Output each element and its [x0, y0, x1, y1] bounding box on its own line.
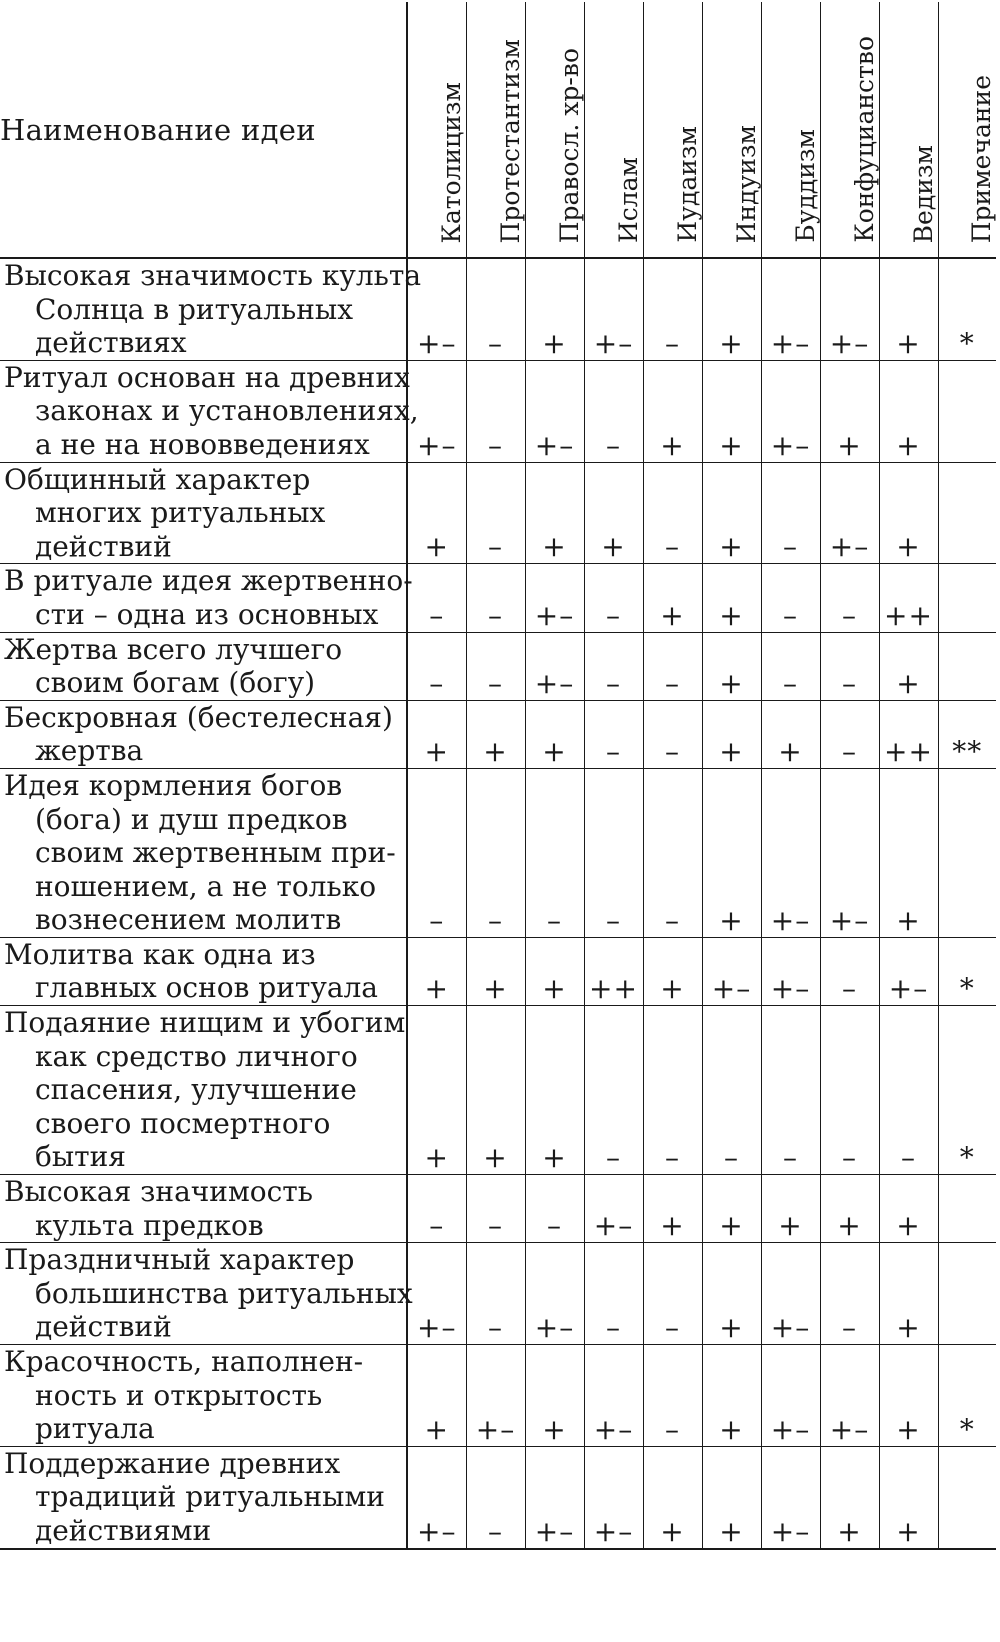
mark-cell: + — [879, 632, 938, 700]
mark-cell: +– — [525, 564, 584, 632]
idea-name-line: Общинный характер — [4, 462, 311, 496]
table-row — [0, 937, 996, 1005]
column-header-buddhism — [761, 2, 820, 258]
mark-cell: – — [820, 1243, 879, 1345]
mark-cell: + — [702, 462, 761, 564]
mark-cell: +– — [584, 1175, 643, 1243]
mark-cell: + — [525, 937, 584, 1005]
idea-name-line: Высокая значимость культа — [4, 259, 422, 292]
table-row — [0, 462, 996, 564]
table-row — [0, 258, 996, 360]
mark-cell: – — [466, 632, 525, 700]
idea-name-line: спасения, улучшение — [35, 1073, 357, 1107]
idea-name-line: своим жертвенным при- — [35, 836, 396, 870]
mark-cell: + — [643, 1175, 702, 1243]
column-header-hinduism — [702, 2, 761, 258]
mark-cell: + — [702, 360, 761, 462]
mark-cell — [938, 1175, 996, 1243]
mark-cell: – — [761, 564, 820, 632]
mark-cell: + — [466, 700, 525, 768]
mark-cell: – — [643, 1006, 702, 1175]
mark-cell: +– — [407, 1446, 466, 1548]
column-header-label: Ведизм — [908, 144, 938, 243]
mark-cell: +– — [820, 462, 879, 564]
mark-cell: +– — [525, 1446, 584, 1548]
mark-cell: – — [407, 1175, 466, 1243]
mark-cell: – — [525, 1175, 584, 1243]
table-row — [0, 1006, 996, 1175]
mark-cell — [938, 1243, 996, 1345]
mark-cell: – — [407, 768, 466, 937]
mark-cell: +– — [761, 1345, 820, 1447]
mark-cell: + — [407, 1006, 466, 1175]
idea-name-cell — [0, 1006, 407, 1175]
idea-name-line: ношением, а не только — [35, 869, 377, 903]
mark-cell: + — [879, 462, 938, 564]
mark-cell: – — [584, 360, 643, 462]
mark-cell: +– — [584, 258, 643, 360]
mark-cell: – — [820, 632, 879, 700]
idea-name-line: Идея кормления богов — [4, 768, 343, 802]
mark-cell: – — [466, 360, 525, 462]
mark-cell: +– — [525, 632, 584, 700]
idea-name-line: Солнца в ритуальных — [35, 292, 354, 326]
mark-cell: + — [702, 1243, 761, 1345]
idea-name-line: Молитва как одна из — [4, 937, 316, 971]
idea-name-line: Красочность, наполнен- — [4, 1345, 364, 1378]
mark-cell: +– — [820, 768, 879, 937]
mark-cell: + — [820, 360, 879, 462]
idea-name-line: Подаяние нищим и убогим — [4, 1006, 406, 1040]
mark-cell: + — [702, 1345, 761, 1447]
mark-cell: – — [466, 1175, 525, 1243]
column-header-protestantism — [466, 2, 525, 258]
idea-name-cell — [0, 360, 419, 462]
idea-name-line: В ритуале идея жертвенно- — [4, 564, 413, 598]
idea-name-line: законах и установлениях, — [35, 394, 419, 428]
idea-name-line: традиций ритуальными — [35, 1480, 385, 1514]
idea-name-cell — [0, 564, 413, 632]
mark-cell: +– — [879, 937, 938, 1005]
mark-cell: + — [584, 462, 643, 564]
mark-cell: + — [761, 700, 820, 768]
mark-cell: – — [643, 700, 702, 768]
mark-cell: + — [761, 1175, 820, 1243]
idea-name-line: бытия — [35, 1140, 126, 1174]
mark-cell — [938, 360, 996, 462]
idea-name-line: вознесением молитв — [35, 903, 342, 937]
mark-cell: – — [466, 564, 525, 632]
idea-name-line: действиями — [35, 1513, 212, 1547]
table-row — [0, 700, 996, 768]
mark-cell: + — [702, 1175, 761, 1243]
idea-name-cell — [0, 700, 407, 768]
mark-cell: * — [938, 937, 996, 1005]
mark-cell: + — [643, 360, 702, 462]
mark-cell: +– — [525, 360, 584, 462]
column-header-vedism — [879, 2, 938, 258]
mark-cell — [938, 768, 996, 937]
idea-name-line: многих ритуальных — [35, 496, 326, 530]
mark-cell: * — [938, 1006, 996, 1175]
mark-cell: – — [643, 462, 702, 564]
mark-cell: + — [466, 937, 525, 1005]
mark-cell: + — [643, 1446, 702, 1548]
idea-name-line: (бога) и душ предков — [35, 802, 348, 836]
mark-cell: + — [879, 258, 938, 360]
mark-cell: – — [761, 1006, 820, 1175]
idea-name-line: ность и открытость — [35, 1378, 323, 1412]
mark-cell: +– — [761, 937, 820, 1005]
idea-name-cell — [0, 462, 407, 564]
table-row — [0, 768, 996, 937]
mark-cell: – — [584, 700, 643, 768]
mark-cell: – — [466, 258, 525, 360]
mark-cell: +– — [761, 1446, 820, 1548]
idea-name-cell — [0, 258, 422, 360]
column-header-catholicism — [407, 2, 466, 258]
mark-cell: +– — [761, 360, 820, 462]
mark-cell — [938, 632, 996, 700]
table-body — [0, 258, 996, 1549]
mark-cell: + — [702, 700, 761, 768]
mark-cell: + — [702, 564, 761, 632]
mark-cell: ** — [938, 700, 996, 768]
mark-cell: ++ — [879, 700, 938, 768]
idea-name-line: Жертва всего лучшего — [4, 632, 343, 666]
table-row — [0, 1446, 996, 1548]
idea-name-line: как средство личного — [35, 1039, 358, 1073]
idea-name-cell — [0, 632, 407, 700]
mark-cell: – — [407, 564, 466, 632]
idea-name-line: ритуала — [35, 1412, 155, 1446]
mark-cell: +– — [702, 937, 761, 1005]
mark-cell: + — [525, 1345, 584, 1447]
mark-cell: – — [643, 1243, 702, 1345]
mark-cell: – — [584, 1006, 643, 1175]
idea-name-line: культа предков — [35, 1208, 264, 1242]
table-header-row — [0, 2, 996, 258]
idea-name-cell — [0, 1175, 407, 1243]
mark-cell: – — [820, 1006, 879, 1175]
mark-cell: – — [584, 632, 643, 700]
mark-cell — [938, 1446, 996, 1548]
table-row — [0, 1175, 996, 1243]
mark-cell: – — [643, 632, 702, 700]
mark-cell: +– — [820, 1345, 879, 1447]
mark-cell: – — [761, 632, 820, 700]
mark-cell: ++ — [879, 564, 938, 632]
mark-cell: – — [466, 1446, 525, 1548]
mark-cell: + — [643, 937, 702, 1005]
ritual-comparison-table — [0, 2, 996, 1550]
idea-name-line: Праздничный характер — [4, 1243, 355, 1277]
mark-cell: – — [525, 768, 584, 937]
mark-cell: +– — [761, 768, 820, 937]
mark-cell: + — [643, 564, 702, 632]
mark-cell: – — [820, 937, 879, 1005]
idea-name-line: действий — [35, 1310, 172, 1344]
mark-cell: +– — [584, 1446, 643, 1548]
mark-cell: +– — [584, 1345, 643, 1447]
column-header-label: Ислам — [613, 156, 643, 243]
mark-cell: +– — [820, 258, 879, 360]
table-row — [0, 1243, 996, 1345]
mark-cell: +– — [407, 360, 466, 462]
mark-cell: + — [407, 462, 466, 564]
mark-cell: + — [879, 360, 938, 462]
column-header-label: Иудаизм — [672, 126, 702, 243]
mark-cell: ++ — [584, 937, 643, 1005]
mark-cell: – — [643, 1345, 702, 1447]
mark-cell: – — [584, 768, 643, 937]
column-header-label: Протестантизм — [495, 38, 525, 243]
mark-cell: +– — [525, 1243, 584, 1345]
mark-cell: + — [525, 462, 584, 564]
mark-cell: + — [879, 1345, 938, 1447]
mark-cell: + — [879, 1175, 938, 1243]
mark-cell: – — [466, 768, 525, 937]
mark-cell: +– — [761, 1243, 820, 1345]
mark-cell: +– — [407, 258, 466, 360]
idea-name-header: Наименование идеи — [0, 2, 407, 258]
column-header-confucianism — [820, 2, 879, 258]
column-header-orthodoxy — [525, 2, 584, 258]
mark-cell: + — [879, 1243, 938, 1345]
idea-name-cell — [0, 937, 407, 1005]
idea-name-line: а не на нововведениях — [35, 427, 370, 461]
mark-cell: – — [584, 564, 643, 632]
table-row — [0, 632, 996, 700]
idea-name-line: Ритуал основан на древних — [4, 360, 410, 394]
mark-cell: – — [761, 462, 820, 564]
idea-name-line: Высокая значимость — [4, 1175, 314, 1209]
mark-cell: + — [525, 1006, 584, 1175]
idea-name-line: жертва — [35, 734, 144, 768]
mark-cell: – — [820, 564, 879, 632]
mark-cell: + — [407, 1345, 466, 1447]
mark-cell: + — [407, 937, 466, 1005]
idea-name-line: Бескровная (бестелесная) — [4, 700, 393, 734]
column-header-islam — [584, 2, 643, 258]
mark-cell: + — [879, 1446, 938, 1548]
column-header-label: Католицизм — [436, 81, 466, 243]
column-header-label: Индуизм — [731, 124, 761, 243]
idea-name-line: действиях — [35, 326, 187, 360]
table-row — [0, 1345, 996, 1447]
idea-name-line: своим богам (богу) — [35, 666, 316, 700]
column-header-judaism — [643, 2, 702, 258]
mark-cell — [938, 462, 996, 564]
mark-cell: +– — [761, 258, 820, 360]
idea-name-cell — [0, 768, 407, 937]
column-header-label: Конфуцианство — [849, 36, 879, 243]
mark-cell: – — [466, 1243, 525, 1345]
mark-cell: – — [643, 768, 702, 937]
mark-cell: +– — [407, 1243, 466, 1345]
idea-name-line: Поддержание древних — [4, 1446, 341, 1480]
column-header-label: Правосл. хр-во — [554, 47, 584, 243]
mark-cell — [938, 564, 996, 632]
mark-cell: * — [938, 1345, 996, 1447]
column-header-label: Буддизм — [790, 129, 820, 243]
mark-cell: – — [879, 1006, 938, 1175]
mark-cell: + — [407, 700, 466, 768]
mark-cell: * — [938, 258, 996, 360]
idea-name-line: сти – одна из основных — [35, 597, 379, 631]
idea-name-cell — [0, 1345, 407, 1447]
idea-name-cell — [0, 1243, 413, 1345]
column-header-label: Примечание — [967, 74, 997, 243]
mark-cell: + — [820, 1446, 879, 1548]
column-header-note — [938, 2, 996, 258]
idea-name-line: большинства ритуальных — [35, 1276, 413, 1310]
mark-cell: – — [643, 258, 702, 360]
mark-cell: + — [525, 258, 584, 360]
idea-name-line: главных основ ритуала — [35, 971, 378, 1005]
mark-cell: + — [879, 768, 938, 937]
mark-cell: + — [820, 1175, 879, 1243]
mark-cell: – — [584, 1243, 643, 1345]
table-row — [0, 564, 996, 632]
mark-cell: – — [466, 462, 525, 564]
mark-cell: – — [702, 1006, 761, 1175]
idea-name-line: действий — [35, 529, 172, 563]
mark-cell: + — [702, 632, 761, 700]
mark-cell: +– — [466, 1345, 525, 1447]
mark-cell: + — [702, 1446, 761, 1548]
idea-name-line: своего посмертного — [35, 1106, 331, 1140]
idea-name-cell — [0, 1446, 407, 1548]
mark-cell: + — [702, 258, 761, 360]
mark-cell: + — [702, 768, 761, 937]
mark-cell: + — [525, 700, 584, 768]
mark-cell: – — [407, 632, 466, 700]
table-row — [0, 360, 996, 462]
mark-cell: + — [466, 1006, 525, 1175]
mark-cell: – — [820, 700, 879, 768]
